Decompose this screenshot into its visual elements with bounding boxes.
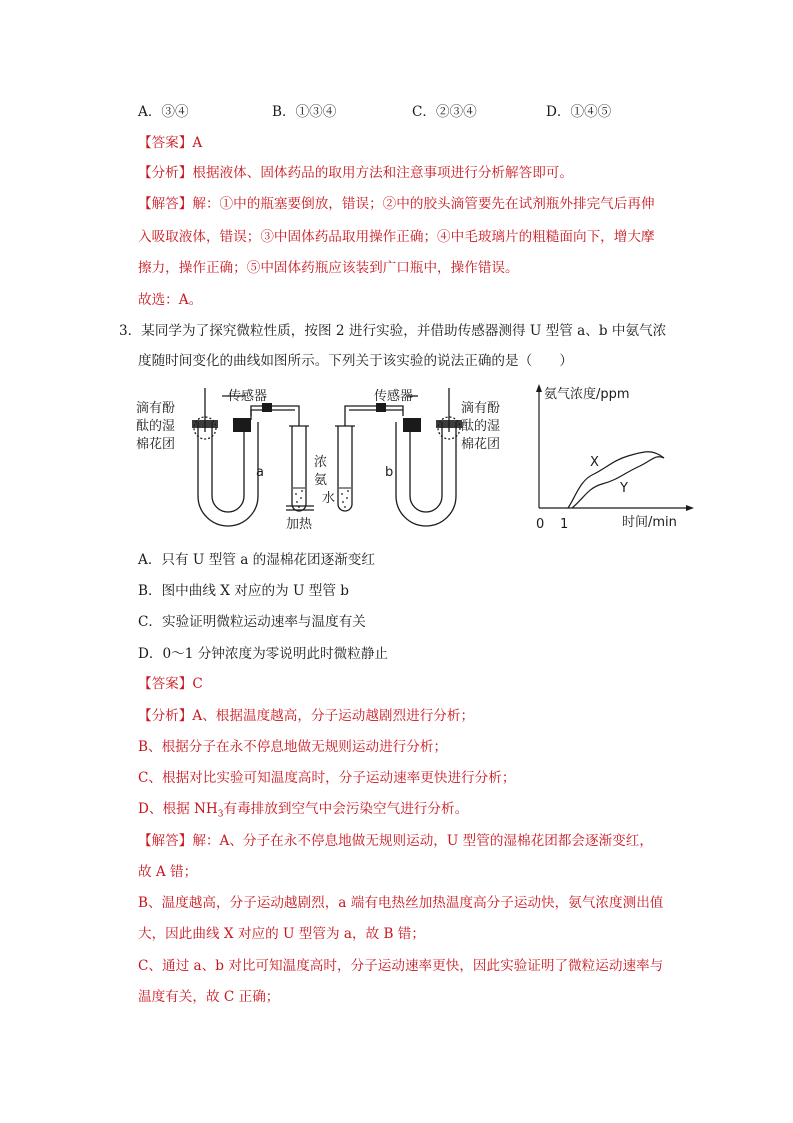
q2-answer: [138, 133, 202, 153]
analysis-d-post: 有毒排放到空气中会污染空气进行分析。: [223, 801, 469, 817]
heating-label: 加热: [286, 517, 313, 532]
q2-choice: 故选：A。: [138, 292, 203, 308]
q3-stem-line1: 3．某同学为了探究微粒性质，按图 2 进行实验，并借助传感器测得 U 型管 a、b 中氨气浓: [119, 323, 667, 339]
q2-solution-line1: [138, 194, 655, 214]
ammonia-label-2: 氨: [314, 473, 328, 488]
answer-value: A: [192, 135, 203, 151]
left-cotton-label-2: 酞的湿: [136, 419, 176, 434]
graph-origin: 0: [536, 517, 545, 532]
right-cotton-label-2: 酞的湿: [461, 419, 501, 434]
option-c: C．②③④: [412, 104, 477, 120]
ammonia-label-3: 水: [322, 491, 336, 506]
q3-solution-c2: 温度有关，故 C 正确；: [138, 989, 280, 1005]
analysis-text: 根据液体、固体药品的取用方法和注意事项进行分析解答即可。: [192, 165, 573, 181]
analysis-tag: 【分析】: [138, 708, 193, 724]
left-sensor-label: 传感器: [228, 389, 268, 404]
answer-tag: 【答案】: [138, 676, 193, 692]
q3-analysis-d: [138, 799, 468, 825]
right-sensor-label: 传感器: [374, 389, 414, 404]
curve-y: [572, 457, 664, 508]
q3-solution-b2: 大，因此曲线 X 对应的 U 型管为 a，故 B 错；: [138, 926, 425, 942]
right-cotton-label-3: 棉花团: [461, 437, 501, 452]
ammonia-label-1: 浓: [314, 455, 328, 470]
q3-solution-a2: 故 A 错；: [138, 864, 198, 880]
q3-answer: [138, 674, 203, 694]
right-cotton-label-1: 滴有酚: [461, 401, 501, 416]
q3-solution-b1: B、温度越高，分子运动越剧烈，a 端有电热丝加热温度高分子运动快，氨气浓度测出值: [138, 895, 664, 911]
analysis-tag: 【分析】: [138, 165, 193, 181]
q3-analysis-b: B、根据分子在永不停息地做无规则运动进行分析；: [138, 739, 448, 755]
q3-analysis-a: [138, 706, 474, 726]
curve-x-label: X: [590, 455, 599, 470]
q3-analysis-c: C、根据对比实验可知温度高时，分子运动速率更快进行分析；: [138, 770, 516, 786]
q2-solution-line2: 入吸取液体，错误；③中固体药品取用操作正确；④中毛玻璃片的粗糙面向下，增大摩: [138, 229, 655, 245]
curve-y-label: Y: [620, 481, 628, 496]
q3-option-d: D．0～1 分钟浓度为零说明此时微粒静止: [138, 646, 389, 662]
q3-solution-a1: [138, 831, 653, 851]
solution-tag: 【解答】: [138, 196, 193, 212]
solution-text-1: 解：①中的瓶塞要倒放，错误；②中的胶头滴管要先在试剂瓶外排完气后再伸: [192, 196, 655, 212]
graph-xlabel: 时间/min: [622, 515, 677, 530]
tube-a-label: a: [256, 465, 264, 480]
concentration-graph: [536, 384, 694, 532]
option-a: A．③④: [138, 104, 189, 120]
q2-solution-line3: 擦力，操作正确；⑤中固体药瓶应该装到广口瓶中，操作错误。: [138, 260, 519, 276]
option-d: D．①④⑤: [546, 104, 612, 120]
left-cotton-label-3: 棉花团: [136, 437, 176, 452]
answer-tag: 【答案】: [138, 135, 193, 151]
q3-option-b: B．图中曲线 X 对应的为 U 型管 b: [138, 583, 349, 599]
experiment-figure: [136, 380, 696, 538]
analysis-text-a: A、根据温度越高，分子运动越剧烈进行分析；: [192, 708, 475, 724]
option-b: B．①③④: [272, 104, 337, 120]
left-cotton-label-1: 滴有酚: [136, 401, 176, 416]
analysis-d-pre: D、根据 NH: [138, 801, 218, 817]
q3-option-a: A．只有 U 型管 a 的湿棉花团逐渐变红: [138, 552, 375, 568]
graph-tick: 1: [560, 517, 569, 532]
q3-stem-line2: 度随时间变化的曲线如图所示。下列关于该实验的说法正确的是（ ）: [138, 353, 573, 369]
graph-ylabel: 氨气浓度/ppm: [544, 387, 630, 402]
q3-option-c: C．实验证明微粒运动速率与温度有关: [138, 614, 366, 630]
solution-tag: 【解答】: [138, 833, 193, 849]
answer-value: C: [192, 676, 203, 692]
analysis-d-sub: 3: [217, 809, 224, 820]
tube-b-label: b: [385, 465, 394, 480]
q3-solution-c1: C、通过 a、b 对比可知温度高时，分子运动速率更快，因此实验证明了微粒运动速率与: [138, 958, 664, 974]
q2-analysis: [138, 163, 573, 183]
solution-a1-text: 解：A、分子在永不停息地做无规则运动，U 型管的湿棉花团都会逐渐变红，: [192, 833, 653, 849]
